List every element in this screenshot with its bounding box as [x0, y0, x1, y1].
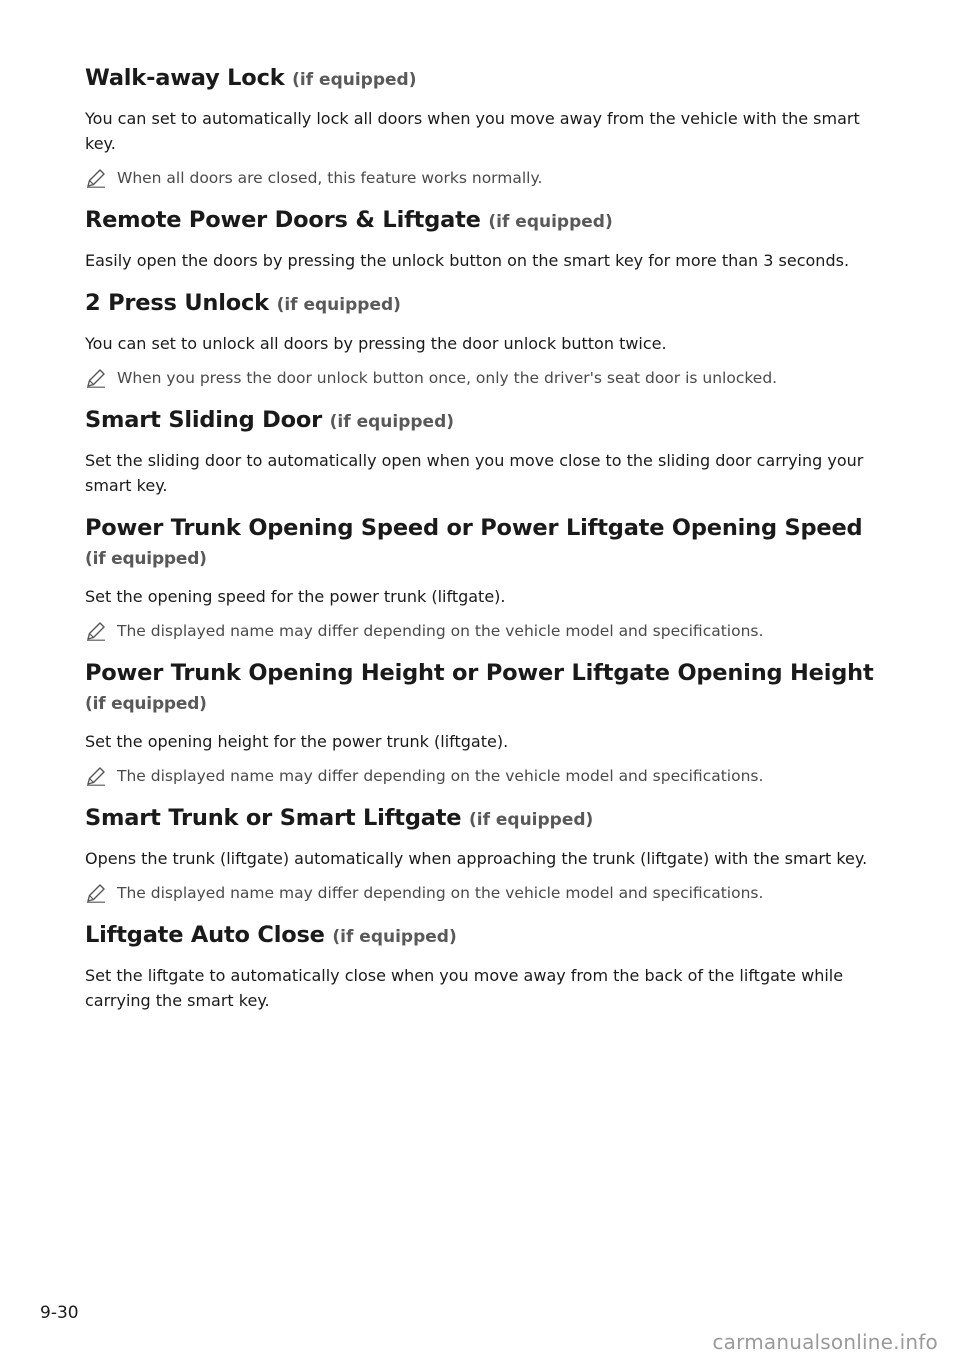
- section-heading: [85, 204, 885, 238]
- if-equipped-label: (if equipped): [276, 295, 401, 315]
- pencil-note-icon: [85, 883, 107, 903]
- if-equipped-label: (if equipped): [488, 212, 613, 232]
- section-heading: [85, 62, 885, 96]
- pencil-note-icon: [85, 766, 107, 786]
- section-title: Smart Sliding Door: [85, 407, 323, 433]
- section-walk-away-lock: [85, 62, 885, 204]
- section-body: Set the opening speed for the power trunk (liftgate).: [85, 587, 506, 606]
- if-equipped-label: (if equipped): [85, 549, 207, 569]
- section-power-trunk-opening-speed: [85, 512, 885, 657]
- section-title: Walk-away Lock: [85, 65, 285, 91]
- note-text: When all doors are closed, this feature works normally.: [117, 169, 543, 187]
- section-body: Set the liftgate to automatically close when you move away from the back of the liftgate while carrying the smart key.: [85, 966, 844, 1010]
- section-heading: [85, 287, 885, 321]
- note-text: The displayed name may differ depending on the vehicle model and specifications.: [117, 767, 764, 785]
- note-text: When you press the door unlock button once, only the driver's seat door is unlocked.: [117, 369, 778, 387]
- if-equipped-label: (if equipped): [468, 810, 594, 830]
- section-body: You can set to automatically lock all doors when you move away from the vehicle with the smart key.: [85, 109, 860, 153]
- if-equipped-label: (if equipped): [329, 412, 455, 432]
- section-heading: [85, 404, 885, 438]
- note: [85, 366, 885, 390]
- note: [85, 881, 885, 905]
- watermark: carmanualsonline.info: [712, 1330, 938, 1354]
- page-number: 9-30: [40, 1303, 79, 1323]
- section-liftgate-auto-close: [85, 919, 885, 1013]
- section-smart-trunk: [85, 802, 885, 919]
- if-equipped-label: (if equipped): [85, 694, 207, 714]
- section-body: Set the sliding door to automatically open when you move close to the sliding door carrying your smart key.: [85, 451, 864, 495]
- section-heading: [85, 512, 885, 574]
- pencil-note-icon: [85, 621, 107, 641]
- section-title: Power Trunk Opening Speed or Power Liftgate Opening Speed: [85, 515, 863, 541]
- pencil-note-icon: [85, 368, 107, 388]
- section-smart-sliding-door: [85, 404, 885, 512]
- note-text: The displayed name may differ depending on the vehicle model and specifications.: [117, 884, 764, 902]
- note-text: The displayed name may differ depending on the vehicle model and specifications.: [117, 622, 764, 640]
- note: [85, 166, 885, 190]
- section-heading: [85, 919, 885, 953]
- section-heading: [85, 657, 885, 719]
- note: [85, 764, 885, 788]
- manual-page-content: [85, 62, 885, 1013]
- section-body: You can set to unlock all doors by pressing the door unlock button twice.: [85, 334, 667, 353]
- section-title: 2 Press Unlock: [85, 290, 269, 316]
- section-remote-power-doors: [85, 204, 885, 287]
- section-title: Smart Trunk or Smart Liftgate: [85, 805, 462, 831]
- section-title: Remote Power Doors & Liftgate: [85, 207, 481, 233]
- section-power-trunk-opening-height: [85, 657, 885, 802]
- section-body: Easily open the doors by pressing the unlock button on the smart key for more than 3 seconds.: [85, 251, 850, 270]
- section-title: Liftgate Auto Close: [85, 922, 325, 948]
- pencil-note-icon: [85, 168, 107, 188]
- if-equipped-label: (if equipped): [332, 927, 457, 947]
- section-heading: [85, 802, 885, 836]
- section-2-press-unlock: [85, 287, 885, 404]
- section-body: Opens the trunk (liftgate) automatically when approaching the trunk (liftgate) with the smart key.: [85, 849, 868, 868]
- note: [85, 619, 885, 643]
- section-title: Power Trunk Opening Height or Power Liftgate Opening Height: [85, 660, 874, 686]
- if-equipped-label: (if equipped): [292, 70, 417, 90]
- section-body: Set the opening height for the power trunk (liftgate).: [85, 732, 509, 751]
